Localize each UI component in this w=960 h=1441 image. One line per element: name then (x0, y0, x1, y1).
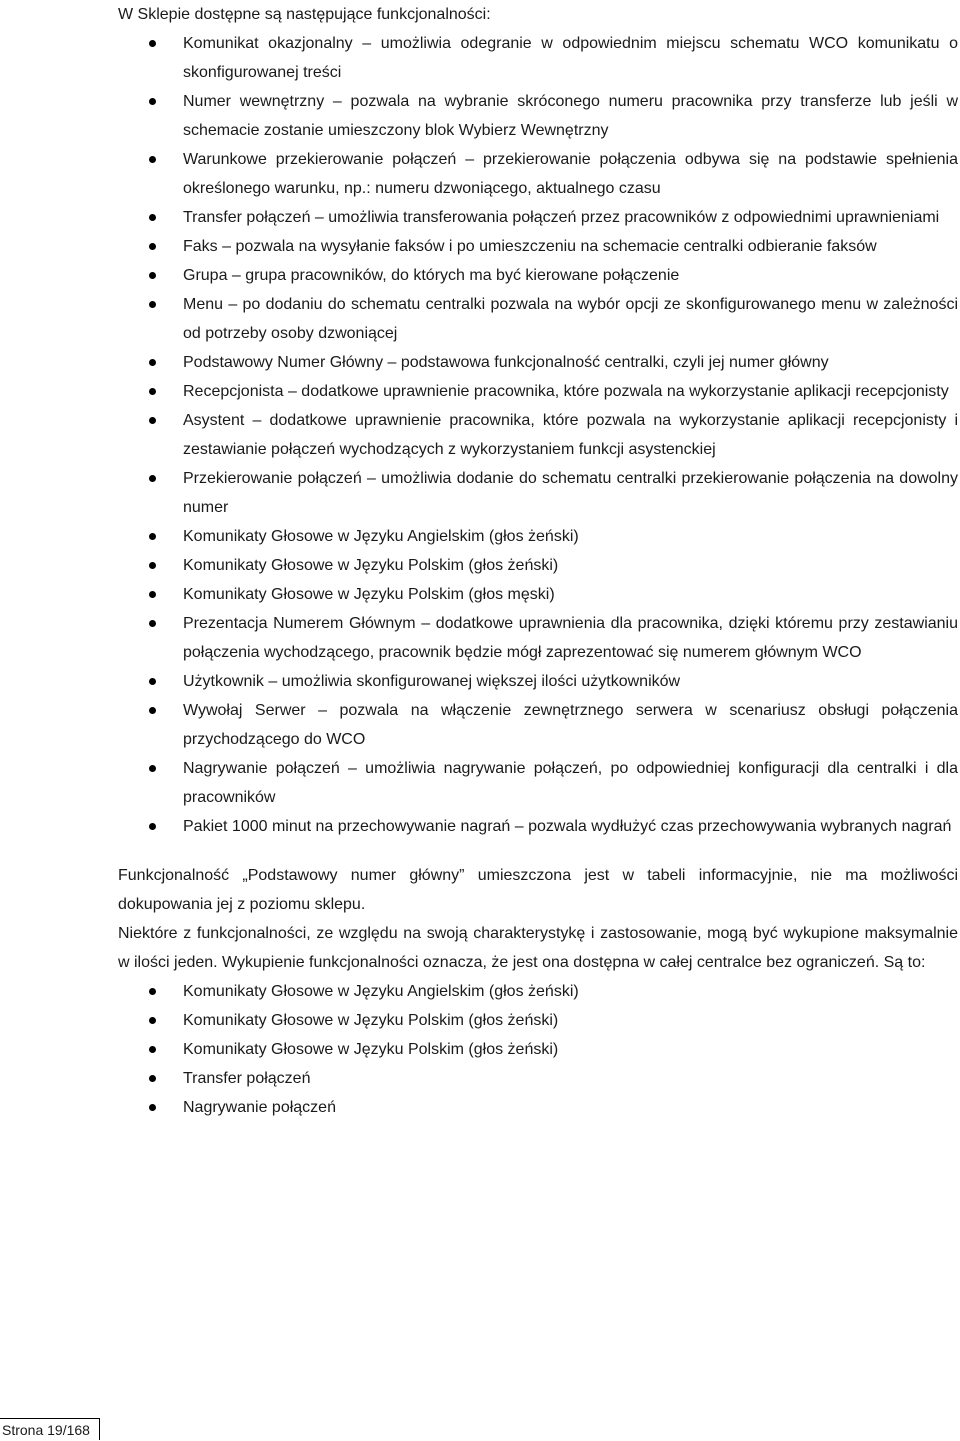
list-item: Prezentacja Numerem Głównym – dodatkowe uprawnienia dla pracownika, dzięki któremu przy zestawianiu połączenia wychodzącego, pracownik będzie mógł zaprezentować się numerem głównym WCO (118, 609, 958, 667)
bullet-icon (149, 765, 156, 772)
spacer (118, 841, 958, 861)
bullet-icon (149, 1046, 156, 1053)
feature-list (118, 29, 958, 841)
list-item: Transfer połączeń (118, 1064, 958, 1093)
list-item: Komunikaty Głosowe w Języku Polskim (głos żeński) (118, 1006, 958, 1035)
list-item: Pakiet 1000 minut na przechowywanie nagrań – pozwala wydłużyć czas przechowywania wybranych nagrań (118, 812, 958, 841)
list-item: Użytkownik – umożliwia skonfigurowanej większej ilości użytkowników (118, 667, 958, 696)
single-purchase-list (118, 977, 958, 1122)
list-item: Menu – po dodaniu do schematu centralki pozwala na wybór opcji ze skonfigurowanego menu w zależności od potrzeby osoby dzwoniącej (118, 290, 958, 348)
bullet-icon (149, 1075, 156, 1082)
paragraph-single-purchase: Niektóre z funkcjonalności, ze względu na swoją charakterystykę i zastosowanie, mogą być wykupione maksymalnie w ilości jeden. Wykupienie funkcjonalności oznacza, że jest ona dostępna w całej centralce bez ograniczeń. Są to: (118, 925, 958, 971)
list-item: Przekierowanie połączeń – umożliwia dodanie do schematu centralki przekierowanie połączenia na dowolny numer (118, 464, 958, 522)
list-item: Nagrywanie połączeń – umożliwia nagrywanie połączeń, po odpowiedniej konfiguracji dla centralki i dla pracowników (118, 754, 958, 812)
bullet-icon (149, 533, 156, 540)
list-item: Komunikat okazjonalny – umożliwia odegranie w odpowiednim miejscu schematu WCO komunikatu o skonfigurowanej treści (118, 29, 958, 87)
document-body (118, 0, 958, 1122)
list-item: Warunkowe przekierowanie połączeń – przekierowanie połączenia odbywa się na podstawie spełnienia określonego warunku, np.: numeru dzwoniącego, aktualnego czasu (118, 145, 958, 203)
bullet-icon (149, 243, 156, 250)
bullet-icon (149, 707, 156, 714)
bullet-icon (149, 678, 156, 685)
bullet-icon (149, 272, 156, 279)
bullet-icon (149, 1017, 156, 1024)
bullet-icon (149, 417, 156, 424)
list-item: Transfer połączeń – umożliwia transferowania połączeń przez pracowników z odpowiednimi uprawnieniami (118, 203, 958, 232)
list-item: Recepcjonista – dodatkowe uprawnienie pracownika, które pozwala na wykorzystanie aplikacji recepcjonisty (118, 377, 958, 406)
list-item: Faks – pozwala na wysyłanie faksów i po umieszczeniu na schemacie centralki odbieranie faksów (118, 232, 958, 261)
bullet-icon (149, 1104, 156, 1111)
list-item: Komunikaty Głosowe w Języku Polskim (głos żeński) (118, 551, 958, 580)
intro-text: W Sklepie dostępne są następujące funkcjonalności: (118, 6, 491, 23)
bullet-icon (149, 156, 156, 163)
bullet-icon (149, 214, 156, 221)
list-item: Podstawowy Numer Główny – podstawowa funkcjonalność centralki, czyli jej numer główny (118, 348, 958, 377)
bullet-icon (149, 591, 156, 598)
bullet-icon (149, 301, 156, 308)
list-item: Grupa – grupa pracowników, do których ma być kierowane połączenie (118, 261, 958, 290)
list-item: Nagrywanie połączeń (118, 1093, 958, 1122)
paragraph-main-number: Funkcjonalność „Podstawowy numer główny” umieszczona jest w tabeli informacyjnie, nie ma możliwości dokupowania jej z poziomu sklepu. (118, 867, 958, 913)
list-item: Komunikaty Głosowe w Języku Polskim (głos męski) (118, 580, 958, 609)
bullet-icon (149, 562, 156, 569)
list-item: Komunikaty Głosowe w Języku Angielskim (głos żeński) (118, 522, 958, 551)
list-item: Komunikaty Głosowe w Języku Polskim (głos żeński) (118, 1035, 958, 1064)
bullet-icon (149, 98, 156, 105)
bullet-icon (149, 988, 156, 995)
list-item: Asystent – dodatkowe uprawnienie pracownika, które pozwala na wykorzystanie aplikacji recepcjonisty i zestawianie połączeń wychodzących z wykorzystaniem funkcji asystenckiej (118, 406, 958, 464)
bullet-icon (149, 359, 156, 366)
list-item: Wywołaj Serwer – pozwala na włączenie zewnętrznego serwera w scenariusz obsługi połączenia przychodzącego do WCO (118, 696, 958, 754)
list-item: Komunikaty Głosowe w Języku Angielskim (głos żeński) (118, 977, 958, 1006)
bullet-icon (149, 823, 156, 830)
bullet-icon (149, 620, 156, 627)
list-item: Numer wewnętrzny – pozwala na wybranie skróconego numeru pracownika przy transferze lub jeśli w schemacie zostanie umieszczony blok Wybierz Wewnętrzny (118, 87, 958, 145)
bullet-icon (149, 388, 156, 395)
bullet-icon (149, 475, 156, 482)
bullet-icon (149, 40, 156, 47)
page-number: Strona 19/168 (0, 1418, 100, 1440)
